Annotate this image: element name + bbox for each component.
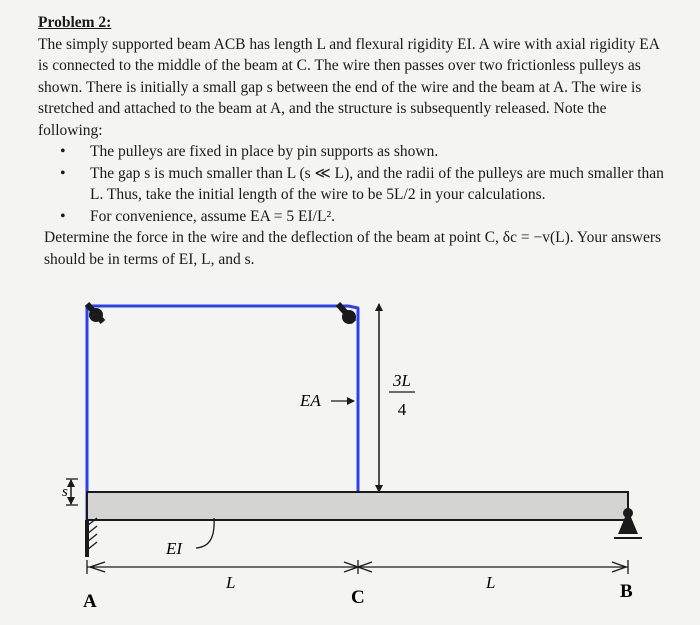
problem-question: Determine the force in the wire and the deflection of the beam at point C, δc = −v(L). Your answers should be in terms of EI, L, and s. (44, 229, 662, 268)
point-b-label: B (620, 581, 633, 602)
span-right-label: L (486, 573, 496, 592)
point-a-label: A (83, 591, 97, 612)
span-left-label: L (226, 573, 236, 592)
problem-statement (38, 12, 668, 270)
height-label-num: 3L (393, 371, 411, 390)
beam-rigidity-label: EI (166, 539, 183, 558)
beam-diagram (0, 282, 700, 625)
point-c-label: C (351, 587, 365, 608)
wire-rigidity-label: EA (300, 391, 321, 410)
gap-label: s (62, 484, 68, 500)
beam (87, 492, 628, 520)
notes-list (38, 141, 668, 227)
problem-intro: The simply supported beam ACB has length L and flexural rigidity EI. A wire with axial rigidity EA is connected to the middle of the beam at C. The wire then passes over two frictionless pulleys as shown. There is initially a small gap s between the end of the wire and the beam at A. The wire is stretched and attached to the beam at A, and the structure is subsequently released. Note the following: (38, 35, 660, 139)
note-item: • The pulleys are fixed in place by pin supports as shown. (38, 141, 668, 163)
height-label-den: 4 (397, 400, 407, 419)
note-item: • For convenience, assume EA = 5 EI/L². (38, 206, 668, 228)
note-item: • The gap s is much smaller than L (s ≪ L), and the radii of the pulleys are much smaller than L. Thus, take the initial length of the wire to be 5L/2 in your calculations. (38, 163, 668, 206)
wire (87, 306, 358, 522)
problem-title: Problem 2: (38, 14, 112, 31)
support-a (87, 518, 97, 557)
